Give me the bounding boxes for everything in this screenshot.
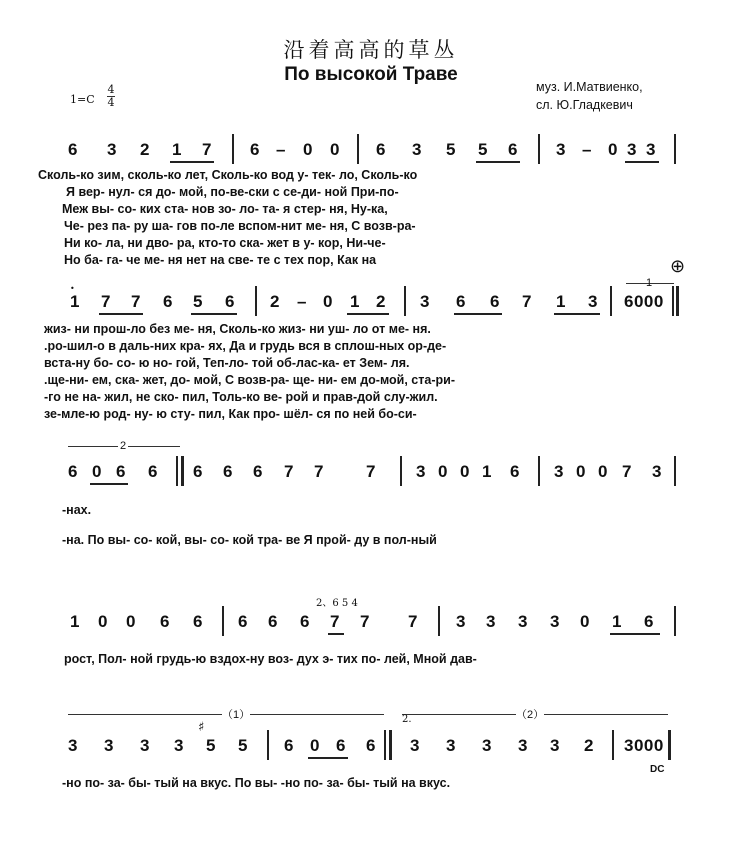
note: 3 — [410, 736, 420, 755]
note: 3 — [68, 736, 78, 755]
bar-line — [538, 456, 540, 486]
lyric-line: Но ба- га- че ме- ня нет на све- те с тех пор, Как на — [64, 253, 377, 267]
note: 3 — [456, 612, 466, 631]
note: 2 — [270, 292, 280, 311]
beam — [99, 313, 143, 315]
bar-line — [267, 730, 269, 760]
note: 0 — [330, 140, 340, 159]
bar-line — [176, 456, 178, 486]
lyric-line: Меж вы- со- ких ста- нов зо- ло- та- я стер- ня, Ну-ка, — [62, 202, 388, 216]
lyric-line: вста-ну бо- со- ю но- гой, Теп-ло- той об-лас-ка- ет Зем- ля. — [44, 356, 410, 370]
note: 6 — [490, 292, 500, 311]
note: 3 — [550, 612, 560, 631]
lyric-line: Я вер- нул- ся до- мой, по-ве-ски с се-ди- ной При-по- — [66, 185, 399, 199]
note: 7 — [622, 462, 632, 481]
note: 1 — [172, 140, 182, 159]
note: 5 — [206, 736, 216, 755]
notes-row-2 — [0, 292, 742, 314]
note: 0 — [126, 612, 136, 631]
note: 3 — [550, 736, 560, 755]
bar-line — [610, 286, 612, 316]
note: 6 — [148, 462, 158, 481]
lyric-line: Че- рез па- ру ша- гов по-ле вспом-нит ме- ня, С возв-ра- — [64, 219, 416, 233]
beam — [610, 633, 660, 635]
note: 3 — [556, 140, 566, 159]
note: 1 — [70, 612, 80, 631]
bar-line — [672, 286, 674, 316]
note: 0 — [98, 612, 108, 631]
time-numerator: 4 — [107, 83, 115, 96]
note: 7 — [330, 612, 340, 631]
beam — [347, 313, 389, 315]
note: 7 — [314, 462, 324, 481]
lyric-line: жиз- ни прош-ло без ме- ня, Сколь-ко жиз- ни уш- ло от ме- ня. — [44, 322, 431, 336]
volta-2-label: （2） — [516, 706, 544, 722]
bar-line — [538, 134, 540, 164]
lyric-line: -го не на- жил, не ско- пил, Толь-ко ве- рой и прав-дой слу-жил. — [44, 390, 438, 404]
bar-line — [404, 286, 406, 316]
note: – — [582, 140, 592, 159]
bar-line — [384, 730, 386, 760]
notes-row-3 — [0, 462, 742, 484]
note: 3 — [174, 736, 184, 755]
octave-dot: • — [70, 284, 75, 293]
note: 1 — [70, 292, 80, 311]
note: 6 — [508, 140, 518, 159]
beam — [476, 161, 520, 163]
note: – — [297, 292, 307, 311]
note: 1 — [482, 462, 492, 481]
note: 3 — [107, 140, 117, 159]
note: 6 — [163, 292, 173, 311]
dc-mark: DC — [650, 764, 665, 775]
beam — [625, 161, 659, 163]
beam — [191, 313, 237, 315]
time-signature — [107, 84, 115, 109]
lyric-line: рост, Пол- ной грудь-ю вздох-ну воз- дух э- тих по- лей, Мной дав- — [64, 652, 477, 666]
note: 2 — [584, 736, 594, 755]
bar-line — [255, 286, 257, 316]
note: 6 — [160, 612, 170, 631]
bar-line — [674, 456, 676, 486]
note: 0 — [598, 462, 608, 481]
beam — [308, 757, 348, 759]
note: 0 — [580, 612, 590, 631]
note: 3 — [486, 612, 496, 631]
lyric-line: .ро-шил-о в даль-них кра- ях, Да и грудь вся в сплош-ных ор-де- — [44, 339, 447, 353]
note: 5 — [478, 140, 488, 159]
note: 2 — [140, 140, 150, 159]
note: 3 — [446, 736, 456, 755]
note: 6 — [116, 462, 126, 481]
note: 6 — [253, 462, 263, 481]
note: 6 — [284, 736, 294, 755]
lyric-line: Сколь-ко зим, сколь-ко лет, Сколь-ко вод у- тек- ло, Сколь-ко — [38, 168, 418, 182]
ending-2-mark: 2. — [402, 714, 412, 725]
bar-line — [438, 606, 440, 636]
bar-line — [674, 606, 676, 636]
note: 6 — [336, 736, 346, 755]
note: 6 — [238, 612, 248, 631]
note: 6 — [68, 140, 78, 159]
note: 7 — [284, 462, 294, 481]
note: – — [276, 140, 286, 159]
beam — [554, 313, 600, 315]
bar-line-thick — [676, 286, 679, 316]
note: 0 — [310, 736, 320, 755]
note: 7 — [408, 612, 418, 631]
note: 3 — [482, 736, 492, 755]
note: 6 — [193, 612, 203, 631]
bar-line — [357, 134, 359, 164]
lyric-line: .ще-ни- ем, ска- жет, до- мой, С возв-ра- ще- ни- ем до-мой, ста-ри- — [44, 373, 455, 387]
note: 3 — [554, 462, 564, 481]
note: 3 — [588, 292, 598, 311]
note: 0 — [438, 462, 448, 481]
time-denominator: 4 — [107, 96, 115, 109]
note: 3000 — [624, 736, 664, 755]
bar-line — [400, 456, 402, 486]
note: 6 — [223, 462, 233, 481]
note: 6 — [193, 462, 203, 481]
note: 6 — [644, 612, 654, 631]
note: 1 — [556, 292, 566, 311]
notes-row-4 — [0, 612, 742, 634]
notes-row-1 — [0, 140, 742, 162]
note: 6 — [366, 736, 376, 755]
sharp-icon: ♯ — [198, 720, 205, 735]
note: 6 — [225, 292, 235, 311]
verse-marks: 2、6 5 4 — [316, 598, 358, 609]
lyric-line: -но по- за- бы- тый на вкус. По вы- -но по- за- бы- тый на вкус. — [62, 776, 451, 790]
note: 7 — [366, 462, 376, 481]
key-signature: 1=C — [70, 93, 95, 106]
title-chinese: 沿着高高的草丛 — [283, 38, 459, 62]
beam — [170, 161, 214, 163]
note: 0 — [303, 140, 313, 159]
note: 7 — [360, 612, 370, 631]
note: 6 — [456, 292, 466, 311]
note: 7 — [202, 140, 212, 159]
lyrics-credit: сл. Ю.Гладкевич — [536, 98, 633, 112]
note: 0 — [323, 292, 333, 311]
note: 6 — [510, 462, 520, 481]
ending-number: 2 — [120, 440, 127, 452]
note: 3 — [416, 462, 426, 481]
note: 3 — [518, 612, 528, 631]
lyric-line: -нах. — [62, 503, 92, 517]
note: 0 — [92, 462, 102, 481]
note: 3 — [627, 140, 637, 159]
note: 3 — [652, 462, 662, 481]
lyric-line: Ни ко- ла, ни дво- ра, кто-то ска- жет в у- кор, Ни-че- — [64, 236, 386, 250]
lyric-line: -на. По вы- со- кой, вы- со- кой тра- ве Я прой- ду в пол-ный — [62, 533, 437, 547]
note: 3 — [646, 140, 656, 159]
bar-line-thick — [389, 730, 392, 760]
bar-line-thick — [181, 456, 184, 486]
note: 6 — [300, 612, 310, 631]
note: 6 — [250, 140, 260, 159]
beam — [454, 313, 502, 315]
note: 6000 — [624, 292, 664, 311]
beam — [328, 633, 344, 635]
note: 0 — [460, 462, 470, 481]
bar-line — [222, 606, 224, 636]
note: 6 — [376, 140, 386, 159]
note: 3 — [518, 736, 528, 755]
note: 5 — [446, 140, 456, 159]
note: 7 — [522, 292, 532, 311]
note: 6 — [268, 612, 278, 631]
lyric-line: зе-мле-ю род- ну- ю сту- пил, Как про- шёл- ся по ней бо-си- — [44, 407, 417, 421]
bar-line — [674, 134, 676, 164]
note: 3 — [420, 292, 430, 311]
volta-number: 1 — [646, 277, 653, 289]
note: 1 — [612, 612, 622, 631]
note: 3 — [140, 736, 150, 755]
note: 0 — [608, 140, 618, 159]
volta-1-label: （1） — [222, 706, 250, 722]
segno-icon: ⊕ — [670, 256, 686, 277]
note: 6 — [68, 462, 78, 481]
note: 5 — [238, 736, 248, 755]
note: 1 — [350, 292, 360, 311]
bar-line-thick — [668, 730, 671, 760]
note: 3 — [412, 140, 422, 159]
beam — [90, 483, 128, 485]
notes-row-5 — [0, 736, 742, 758]
note: 2 — [376, 292, 386, 311]
note: 3 — [104, 736, 114, 755]
note: 0 — [576, 462, 586, 481]
note: 5 — [193, 292, 203, 311]
music-credit: муз. И.Матвиенко, — [536, 80, 643, 94]
note: 7 — [101, 292, 111, 311]
note: 7 — [131, 292, 141, 311]
title-russian: По высокой Траве — [284, 64, 458, 85]
bar-line — [612, 730, 614, 760]
bar-line — [232, 134, 234, 164]
